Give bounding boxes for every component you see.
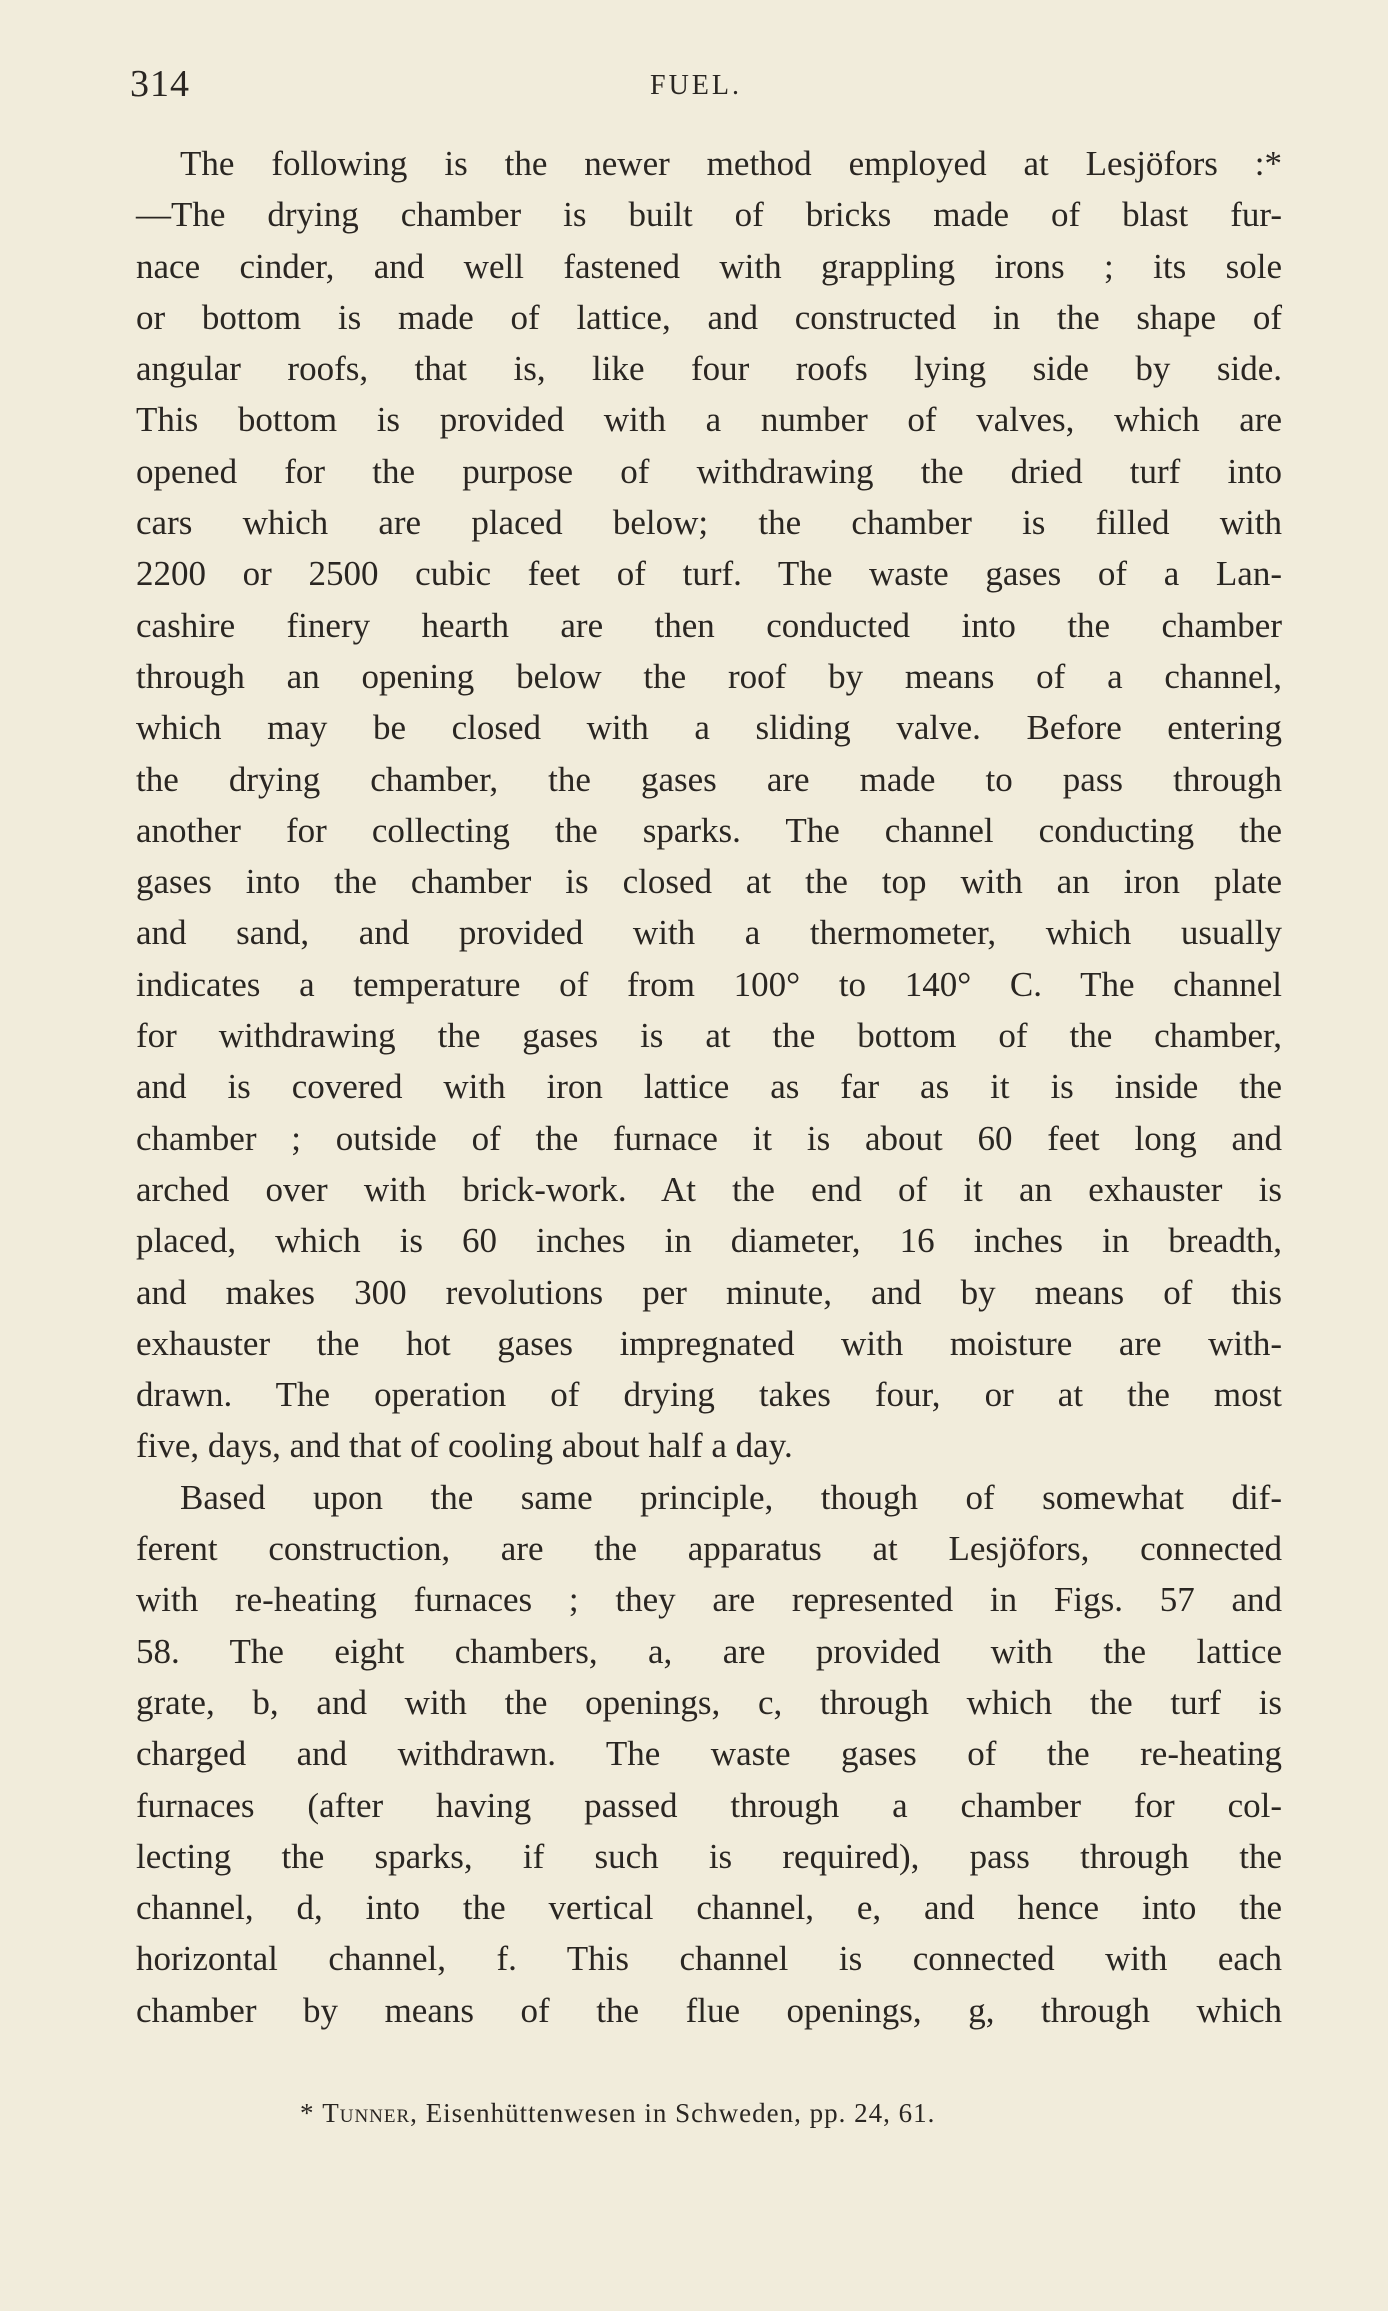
text-line: chamber by means of the flue openings, g, through which: [136, 1990, 1282, 2030]
text-line: grate, b, and with the openings, c, through which the turf is: [136, 1682, 1282, 1722]
footnote: [300, 2098, 935, 2129]
text-line: and makes 300 revolutions per minute, and by means of this: [136, 1272, 1282, 1312]
footnote-citation: Eisenhüttenwesen in Schweden, pp. 24, 61.: [425, 2098, 936, 2128]
text-line: the drying chamber, the gases are made to pass through: [136, 759, 1282, 799]
text-line: and is covered with iron lattice as far as it is inside the: [136, 1067, 1282, 1107]
running-head: [130, 62, 1280, 112]
text-line: Based upon the same principle, though of somewhat dif-: [180, 1477, 1282, 1517]
footnote-marker: *: [300, 2098, 315, 2128]
text-line: with re-heating furnaces ; they are represented in Figs. 57 and: [136, 1580, 1282, 1620]
text-line: 58. The eight chambers, a, are provided with the lattice: [136, 1631, 1282, 1671]
text-line: another for collecting the sparks. The channel conducting the: [136, 810, 1282, 850]
text-line: —The drying chamber is built of bricks made of blast fur-: [136, 195, 1282, 235]
paragraph-1: [136, 138, 1282, 1472]
text-line: gases into the chamber is closed at the top with an iron plate: [136, 862, 1282, 902]
text-line: nace cinder, and well fastened with grappling irons ; its sole: [136, 246, 1282, 286]
text-line: opened for the purpose of withdrawing the dried turf into: [136, 451, 1282, 491]
text-line: drawn. The operation of drying takes four, or at the most: [136, 1375, 1282, 1415]
text-line: charged and withdrawn. The waste gases of the re-heating: [136, 1734, 1282, 1774]
text-line: 2200 or 2500 cubic feet of turf. The waste gases of a Lan-: [136, 554, 1282, 594]
body-text: [136, 138, 1282, 2036]
text-line: channel, d, into the vertical channel, e, and hence into the: [136, 1888, 1282, 1928]
text-line: horizontal channel, f. This channel is connected with each: [136, 1939, 1282, 1979]
text-line: lecting the sparks, if such is required), pass through the: [136, 1836, 1282, 1876]
footnote-author: Tunner,: [322, 2098, 418, 2128]
text-line: angular roofs, that is, like four roofs lying side by side.: [136, 349, 1282, 389]
page-number: 314: [130, 63, 190, 105]
text-line: The following is the newer method employed at Lesjöfors :*: [180, 144, 1282, 183]
text-line: exhauster the hot gases impregnated with moisture are with-: [136, 1323, 1282, 1363]
text-line: indicates a temperature of from 100° to 140° C. The channel: [136, 964, 1282, 1004]
text-line: arched over with brick-work. At the end of it an exhauster is: [136, 1169, 1282, 1209]
text-line: placed, which is 60 inches in diameter, 16 inches in breadth,: [136, 1221, 1282, 1261]
running-title: FUEL.: [650, 70, 742, 101]
text-line: and sand, and provided with a thermometer, which usually: [136, 913, 1282, 953]
text-line: chamber ; outside of the furnace it is about 60 feet long and: [136, 1118, 1282, 1158]
text-line: or bottom is made of lattice, and constructed in the shape of: [136, 297, 1282, 337]
paragraph-2: [136, 1472, 1282, 2036]
text-line: five, days, and that of cooling about half a day.: [136, 1426, 793, 1466]
text-line: furnaces (after having passed through a chamber for col-: [136, 1785, 1282, 1825]
text-line: cashire finery hearth are then conducted into the chamber: [136, 605, 1282, 645]
text-line: This bottom is provided with a number of valves, which are: [136, 400, 1282, 440]
text-line: for withdrawing the gases is at the bottom of the chamber,: [136, 1016, 1282, 1056]
text-line: cars which are placed below; the chamber is filled with: [136, 503, 1282, 543]
text-line: through an opening below the roof by means of a channel,: [136, 656, 1282, 696]
text-line: ferent construction, are the apparatus at Lesjöfors, connected: [136, 1529, 1282, 1569]
text-line: which may be closed with a sliding valve. Before entering: [136, 708, 1282, 748]
